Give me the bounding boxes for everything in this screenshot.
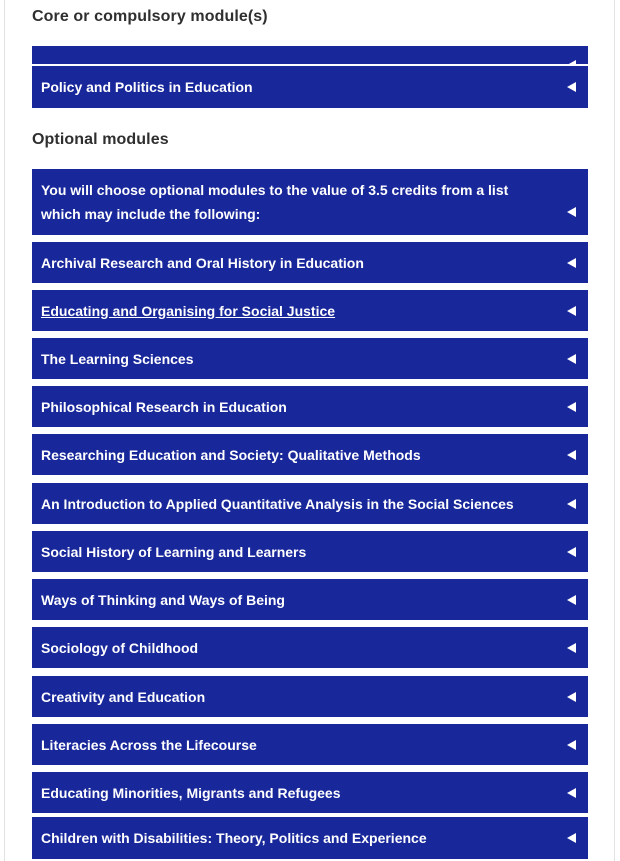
- caret-left-icon: [567, 692, 576, 702]
- accordion-label: You will choose optional modules to the value of 3.5 credits from a list which may include the following:: [41, 182, 509, 222]
- core-module-accordion-blank[interactable]: [32, 46, 588, 65]
- optional-modules-heading: Optional modules: [32, 131, 169, 148]
- accordion-label: Literacies Across the Lifecourse: [41, 736, 257, 753]
- caret-left-icon: [567, 354, 576, 364]
- accordion-label: Policy and Politics in Education: [41, 79, 253, 95]
- caret-left-icon: [567, 402, 576, 412]
- caret-left-icon: [567, 82, 576, 92]
- caret-left-icon: [567, 595, 576, 605]
- core-module-policy-politics[interactable]: [32, 66, 588, 108]
- page-border-right: [614, 0, 615, 861]
- caret-left-icon: [567, 306, 576, 316]
- accordion-label: Archival Research and Oral History in Education: [41, 254, 364, 271]
- accordion-label: Sociology of Childhood: [41, 639, 199, 656]
- accordion-label: Educating and Organising for Social Justice: [41, 302, 336, 319]
- optional-module-ways-of-thinking[interactable]: [32, 579, 588, 620]
- accordion-label: Philosophical Research in Education: [41, 398, 287, 415]
- optional-module-qualitative-methods[interactable]: [32, 434, 588, 475]
- optional-module-social-justice[interactable]: [32, 290, 588, 331]
- optional-module-sociology-childhood[interactable]: [32, 627, 588, 668]
- caret-left-icon: [567, 207, 576, 217]
- caret-left-icon: [567, 450, 576, 460]
- caret-left-icon: [567, 788, 576, 798]
- page-border-left: [4, 0, 5, 861]
- caret-left-icon: [567, 833, 576, 843]
- optional-modules-intro-accordion[interactable]: [32, 169, 588, 235]
- caret-left-icon: [567, 258, 576, 268]
- caret-left-icon: [567, 499, 576, 509]
- accordion-label: Social History of Learning and Learners: [41, 543, 307, 560]
- optional-module-minorities-migrants[interactable]: [32, 772, 588, 813]
- accordion-label: Creativity and Education: [41, 688, 206, 705]
- accordion-label: Educating Minorities, Migrants and Refugees: [41, 784, 341, 801]
- accordion-label: Researching Education and Society: Qualitative Methods: [41, 446, 421, 463]
- optional-module-quantitative-analysis[interactable]: [32, 483, 588, 524]
- core-modules-heading: Core or compulsory module(s): [32, 8, 268, 25]
- optional-module-creativity[interactable]: [32, 676, 588, 717]
- optional-module-philosophical-research[interactable]: [32, 386, 588, 427]
- accordion-label: Ways of Thinking and Ways of Being: [41, 591, 285, 608]
- accordion-label: An Introduction to Applied Quantitative Analysis in the Social Sciences: [41, 495, 514, 512]
- optional-module-learning-sciences[interactable]: [32, 338, 588, 379]
- caret-left-icon: [567, 643, 576, 653]
- optional-module-children-disabilities[interactable]: [32, 817, 588, 859]
- optional-module-literacies[interactable]: [32, 724, 588, 765]
- caret-left-icon: [567, 740, 576, 750]
- optional-module-archival-research[interactable]: [32, 242, 588, 283]
- optional-module-social-history[interactable]: [32, 531, 588, 572]
- accordion-label: The Learning Sciences: [41, 350, 194, 367]
- accordion-label: Children with Disabilities: Theory, Politics and Experience: [41, 830, 427, 846]
- caret-left-icon: [567, 547, 576, 557]
